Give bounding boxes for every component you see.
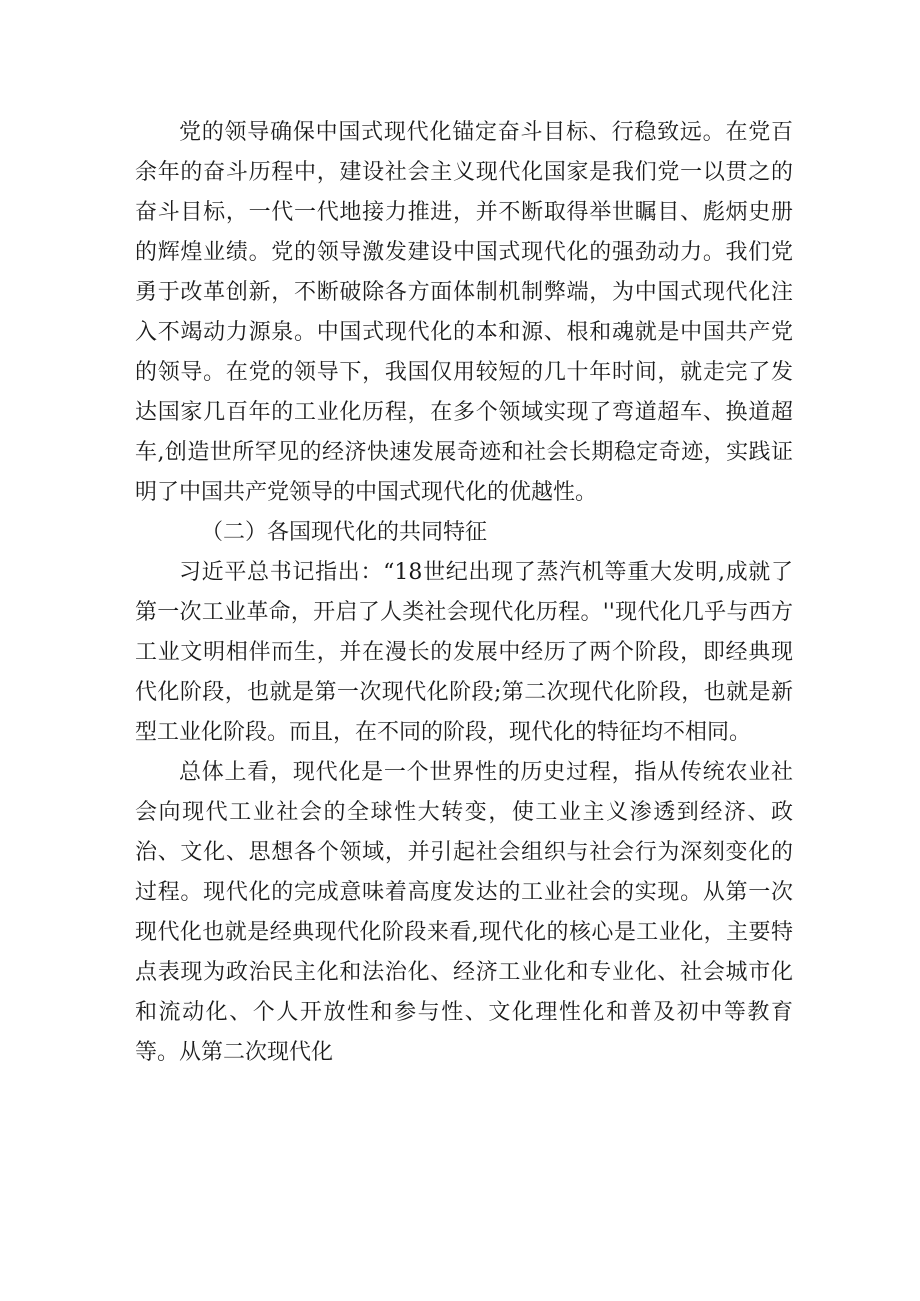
section-heading: （二）各国现代化的共同特征 xyxy=(201,520,488,545)
paragraph-modernization-overview: 总体上看，现代化是一个世界性的历史过程，指从传统农业社会向现代工业社会的全球性大转变，使工业主义渗透到经济、政治、文化、思想各个领域，并引起社会组织与社会行为深刻变化的过程。现代化的完成意味着高度发达的工业社会的实现。从第一次现代化也就是经典现代化阶段来看,现代化的核心是工业化，主要特点表现为政治民主化和法治化、经济工业化和专业化、社会城市化和流动化、个人开放性和参与性、文化理性化和普及初中等教育等。从第二次现代化 xyxy=(135,760,793,1065)
paragraph-party-leadership: 党的领导确保中国式现代化锚定奋斗目标、行稳致远。在党百余年的奋斗历程中，建设社会主义现代化国家是我们党一以贯之的奋斗目标，一代一代地接力推进，并不断取得举世瞩目、彪炳史册的辉煌业绩。党的领导激发建设中国式现代化的强劲动力。我们党勇于改革创新，不断破除各方面体制机制弊端，为中国式现代化注入不竭动力源泉。中国式现代化的本和源、根和魂就是中国共产党的领导。在党的领导下，我国仅用较短的几十年时间，就走完了发达国家几百年的工业化历程，在多个领域实现了弯道超车、换道超车,创造世所罕见的经济快速发展奇迹和社会长期稳定奇迹，实践证明了中国共产党领导的中国式现代化的优越性。 xyxy=(135,120,793,505)
paragraph-xi-quote: 习近平总书记指出：“18世纪出现了蒸汽机等重大发明,成就了第一次工业革命，开启了人类社会现代化历程。''现代化几乎与西方工业文明相伴而生，并在漫长的发展中经历了两个阶段，即经典现代化阶段，也就是第一次现代化阶段;第二次现代化阶段，也就是新型工业化阶段。而且，在不同的阶段，现代化的特征均不相同。 xyxy=(135,560,793,745)
document-body xyxy=(135,113,793,1073)
